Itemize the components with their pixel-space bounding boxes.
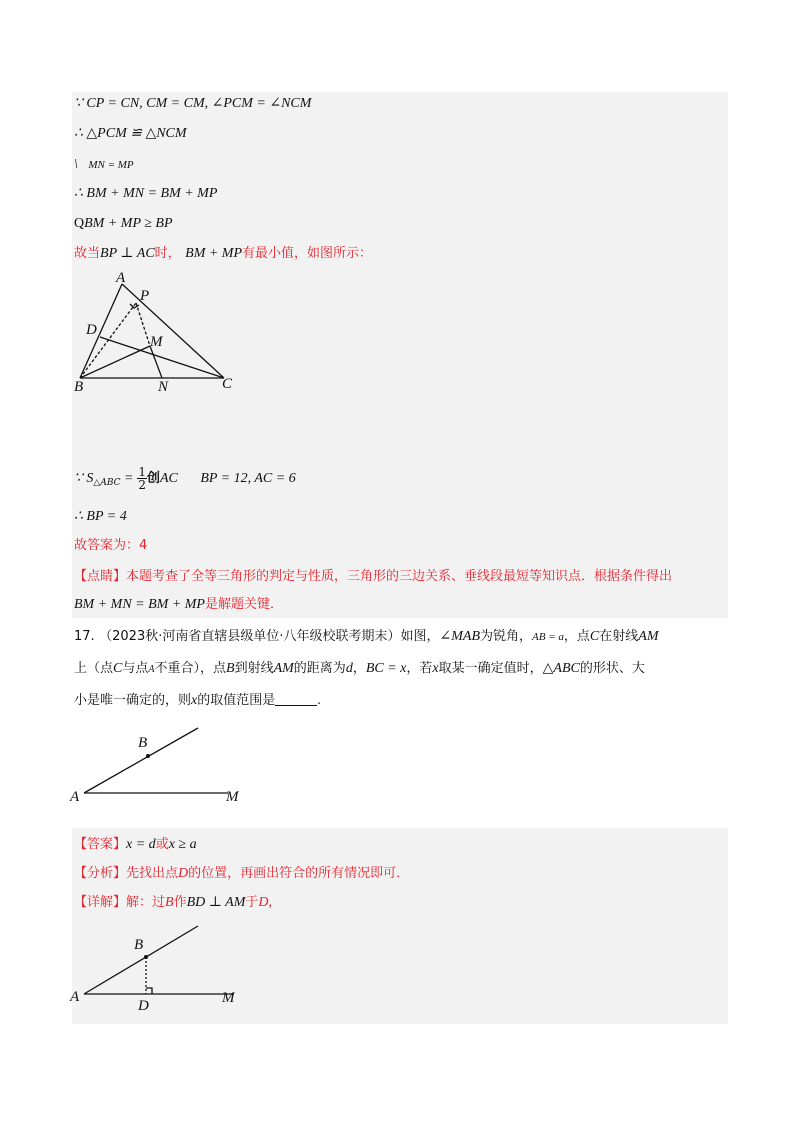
proof-expression: BM + MP ≥ BP [84, 216, 173, 231]
label-n: N [158, 379, 169, 395]
answer-17 [74, 834, 197, 855]
label-b: B [138, 735, 148, 751]
label-d: D [138, 998, 149, 1014]
proof-expression: MN = MP [88, 159, 134, 171]
text: 不重合），点 [154, 661, 226, 676]
point-b [144, 955, 148, 959]
label-a: A [116, 270, 126, 286]
expression: BD ⊥ AM [186, 895, 246, 910]
analysis-tag: 【分析】 [74, 866, 127, 881]
comment-text: 本题考查了全等三角形的判定与性质，三角形的三边关系、垂线段最短等知识点．根据条件得出 [126, 569, 673, 584]
text: ，若 [406, 661, 433, 676]
text: ，点 [563, 629, 590, 644]
expression: D, [258, 895, 273, 910]
text: 有最小值，如图所示： [242, 246, 373, 261]
expression: BP ⊥ AC [100, 246, 155, 261]
numerator: 1 [138, 464, 146, 479]
expression: x = d [126, 837, 156, 852]
expression: D [178, 866, 189, 881]
comment-line-2 [74, 594, 283, 615]
expression: C [113, 661, 123, 676]
answer-16: 故答案为：4 [74, 538, 148, 553]
point-b [146, 754, 150, 758]
perpendicular-figure [66, 910, 266, 1015]
period: . [317, 693, 321, 708]
area-formula-line [74, 464, 296, 497]
expression: C [589, 629, 600, 644]
text: 时， [154, 246, 181, 261]
text: 于 [245, 895, 259, 910]
expression: BC = x [365, 661, 407, 676]
expression: AB = a [532, 631, 564, 643]
subscript: △ABC [93, 478, 121, 488]
expression: BP = 12, AC = 6 [200, 471, 296, 486]
text: 在射线 [599, 629, 639, 644]
text: 的距离为 [293, 661, 346, 676]
text: 故当 [74, 246, 101, 261]
expression: B [165, 895, 174, 910]
text: 创 [146, 471, 160, 486]
triangle-figure [72, 268, 272, 398]
conclusion-line: ∴ BP = 4 [74, 509, 127, 524]
proof-line-4: ∴ BM + MN = BM + MP [74, 186, 218, 201]
proof-line-6 [74, 243, 372, 264]
question-17-line-3 [74, 690, 321, 711]
expression: AC [159, 471, 178, 486]
proof-line-5 [74, 213, 173, 234]
question-number: 17. [74, 629, 95, 644]
right-angle-mark [146, 988, 152, 994]
text: 上（点 [74, 661, 114, 676]
segment-ac [122, 284, 224, 378]
text: 解：过 [126, 895, 166, 910]
expression: AM [638, 629, 659, 644]
label-p: P [140, 288, 150, 304]
expression: x [191, 693, 198, 708]
text: 或 [155, 837, 169, 852]
text: 为锐角， [480, 629, 533, 644]
segment-pm-dashed [136, 303, 150, 346]
label-d: D [86, 322, 97, 338]
expression: A [148, 664, 155, 675]
expression: d [345, 661, 353, 676]
expression: BM + MN = BM + MP [74, 597, 205, 612]
label-b: B [134, 937, 144, 953]
question-17-line-1 [74, 626, 658, 647]
text: 小是唯一确定的，则 [74, 693, 192, 708]
proof-symbol: Q [74, 216, 85, 231]
fraction [137, 466, 147, 491]
label-m: M [150, 334, 163, 350]
text: 取某一确定值时， [438, 661, 543, 676]
detail-tag: 【详解】 [74, 895, 127, 910]
expression: x [432, 661, 439, 676]
segment-bm [80, 346, 150, 378]
ray-figure [66, 718, 266, 808]
text: 与点 [122, 661, 149, 676]
proof-line-1: ∵ CP = CN, CM = CM, ∠PCM = ∠NCM [74, 96, 312, 111]
proof-line-2: ∴ △PCM ≌ △NCM [74, 126, 187, 141]
equals-sign: = [124, 471, 133, 486]
text: 的取值范围是 [197, 693, 276, 708]
expression: B [226, 661, 235, 676]
answer-blank [275, 691, 317, 706]
label-m: M [226, 789, 239, 805]
text: 的形状、大 [579, 661, 645, 676]
text: 先找出点 [126, 866, 179, 881]
denominator: 2 [138, 477, 146, 492]
comment-text: 是解题关键． [204, 597, 283, 612]
segment-mn [150, 346, 162, 378]
label-a: A [70, 989, 80, 1005]
question-17-line-2 [74, 658, 645, 680]
analysis-17 [74, 863, 409, 884]
text: 的位置，再画出符合的所有情况即可． [188, 866, 410, 881]
comment-tag: 【点睛】 [74, 569, 127, 584]
comment-line-1 [74, 566, 672, 587]
text: ， [352, 661, 366, 676]
expression: x ≥ a [168, 837, 197, 852]
text: 作 [173, 895, 187, 910]
expression: △ABC [542, 661, 580, 676]
expression: ∵ S [74, 471, 94, 486]
expression: ∠MAB [439, 629, 480, 644]
answer-tag: 【答案】 [74, 837, 127, 852]
label-a: A [70, 789, 80, 805]
expression: AM [273, 661, 294, 676]
question-source: （2023秋·河南省直辖县级单位·八年级校联考期末）如图， [99, 629, 440, 644]
expression: BM + MP [185, 246, 243, 261]
proof-symbol: \ [74, 157, 78, 172]
proof-line-3 [74, 154, 134, 175]
label-b: B [74, 379, 84, 395]
label-m: M [222, 990, 235, 1006]
text: 到射线 [234, 661, 274, 676]
label-c: C [222, 376, 233, 392]
